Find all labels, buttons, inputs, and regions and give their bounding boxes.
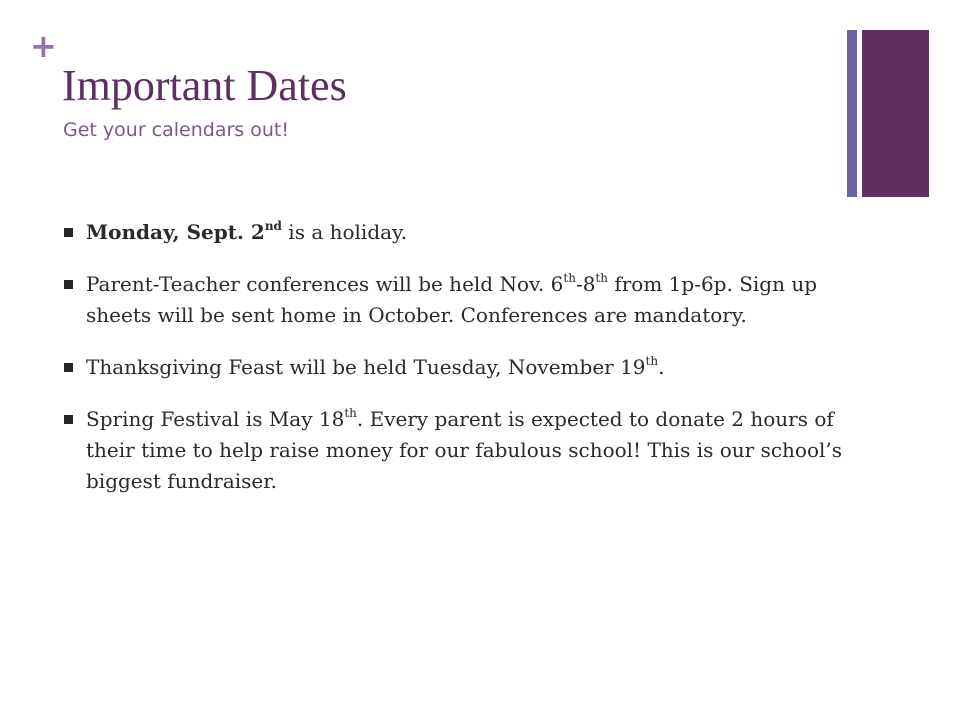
bullet-text: Spring Festival is May 18 — [86, 407, 345, 431]
decorative-bar-wide — [862, 30, 929, 197]
bullet-text: -8 — [575, 272, 596, 296]
bullet-square-icon — [64, 228, 73, 237]
bullet-item-holiday — [64, 217, 844, 248]
bullet-text: . — [658, 355, 665, 379]
bullet-item-thanksgiving — [64, 352, 844, 383]
slide-title: Important Dates — [62, 61, 347, 110]
bullet-text: Parent-Teacher conferences will be held Nov. 6 — [86, 272, 564, 296]
bullet-text: . Every parent is expected to donate 2 hours of their time to help raise money for our fabulous school! This is our school’s biggest fundraiser. — [86, 407, 842, 493]
bullet-text: Monday, Sept. 2 — [86, 220, 265, 244]
slide-subtitle: Get your calendars out! — [63, 119, 289, 141]
bullet-square-icon — [64, 363, 73, 372]
bullet-square-icon — [64, 415, 73, 424]
plus-icon: + — [30, 27, 57, 65]
ordinal-suffix: th — [563, 271, 576, 285]
ordinal-suffix: th — [595, 271, 608, 285]
bullet-text: from 1p-6p. Sign up sheets will be sent home in October. Conferences are mandatory. — [86, 272, 818, 327]
ordinal-suffix: th — [344, 406, 357, 420]
ordinal-suffix: nd — [264, 219, 282, 233]
bullet-text: is a holiday. — [281, 220, 408, 244]
decorative-bar-thin — [847, 30, 857, 197]
bullet-square-icon — [64, 280, 73, 289]
ordinal-suffix: th — [645, 354, 659, 368]
bullet-item-spring-festival — [64, 404, 844, 497]
bullet-text: Thanksgiving Feast will be held Tuesday, November 19 — [86, 355, 646, 379]
bullet-list — [64, 217, 844, 518]
bullet-item-conferences — [64, 269, 844, 331]
